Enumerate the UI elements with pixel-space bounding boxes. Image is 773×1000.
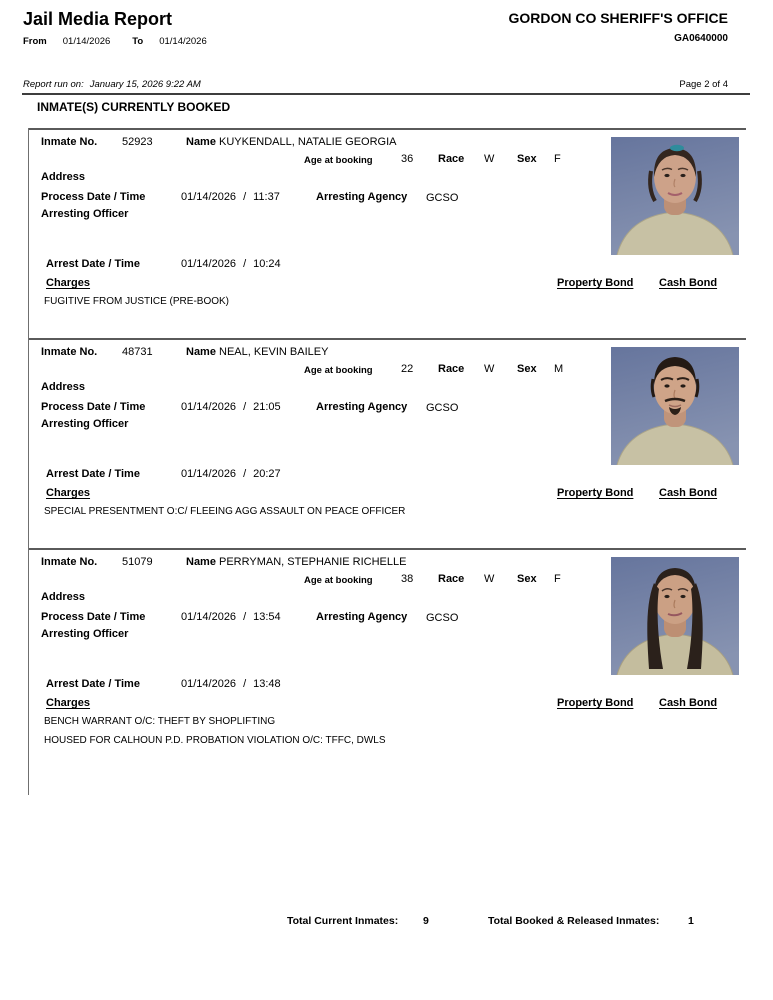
office-name: GORDON CO SHERIFF'S OFFICE [508, 10, 728, 26]
process-date-time-value: 01/14/2026 / 21:05 [181, 401, 281, 413]
run-on-label: Report run on: [23, 79, 84, 90]
inmate-no-label: Inmate No. [41, 556, 98, 568]
arresting-agency-value: GCSO [426, 192, 459, 204]
charges-header: Charges [46, 487, 91, 499]
address-label: Address [41, 171, 86, 183]
total-current-inmates-label: Total Current Inmates: [287, 915, 399, 927]
address-label: Address [41, 591, 86, 603]
arresting-agency-value: GCSO [426, 612, 459, 624]
to-date: 01/14/2026 [159, 36, 207, 47]
name-value: KUYKENDALL, NATALIE GEORGIA [219, 136, 397, 148]
date-time-separator: / [243, 611, 247, 623]
inmate-photo [611, 557, 739, 675]
date-range [23, 36, 207, 47]
arrest-date-time-label: Arrest Date / Time [46, 258, 140, 270]
date-time-separator: / [243, 258, 247, 270]
name-value: PERRYMAN, STEPHANIE RICHELLE [219, 556, 407, 568]
totals-row [0, 915, 773, 931]
cash-bond-header: Cash Bond [659, 277, 718, 289]
race-label: Race [438, 363, 465, 375]
name-value: NEAL, KEVIN BAILEY [219, 346, 329, 358]
arresting-agency-label: Arresting Agency [316, 611, 408, 623]
age-at-booking-label: Age at booking [304, 365, 373, 376]
process-date-time-label: Process Date / Time [41, 401, 146, 413]
property-bond-header: Property Bond [557, 277, 634, 289]
total-booked-released-label: Total Booked & Released Inmates: [488, 915, 660, 927]
age-at-booking-label: Age at booking [304, 155, 373, 166]
run-on-value: January 15, 2026 9:22 AM [89, 79, 201, 90]
inmate-no-value: 51079 [122, 556, 153, 568]
inmate-photo [611, 137, 739, 255]
sex-value: F [554, 153, 561, 165]
inmate-no-label: Inmate No. [41, 346, 98, 358]
sex-value: F [554, 573, 561, 585]
sex-label: Sex [517, 153, 537, 165]
inmate-record [29, 128, 746, 338]
arresting-officer-label: Arresting Officer [41, 208, 129, 220]
cash-bond-header: Cash Bond [659, 487, 718, 499]
arresting-agency-label: Arresting Agency [316, 401, 408, 413]
from-date: 01/14/2026 [62, 36, 111, 47]
office-code: GA0640000 [674, 33, 728, 44]
age-value: 36 [401, 153, 414, 165]
inmate-photo [611, 347, 739, 465]
sex-label: Sex [517, 363, 537, 375]
mugshot-photo [611, 137, 739, 255]
from-label: From [23, 36, 47, 47]
date-time-separator: / [243, 401, 247, 413]
charges-header: Charges [46, 697, 91, 709]
charge-line: BENCH WARRANT O/C: THEFT BY SHOPLIFTING [44, 716, 276, 727]
arresting-agency-label: Arresting Agency [316, 191, 408, 203]
race-value: W [484, 363, 495, 375]
name-label: Name [186, 556, 216, 568]
cash-bond-header: Cash Bond [659, 697, 718, 709]
process-date-time-value: 01/14/2026 / 13:54 [181, 611, 281, 623]
inmate-no-value: 48731 [122, 346, 153, 358]
process-date-time-label: Process Date / Time [41, 191, 146, 203]
arresting-officer-label: Arresting Officer [41, 628, 129, 640]
arrest-date-time-value: 01/14/2026 / 13:48 [181, 678, 281, 690]
total-current-inmates-value: 9 [423, 915, 429, 927]
charge-line: HOUSED FOR CALHOUN P.D. PROBATION VIOLATION O/C: TFFC, DWLS [44, 735, 386, 746]
race-label: Race [438, 573, 465, 585]
inmate-records-list [28, 128, 746, 795]
race-label: Race [438, 153, 465, 165]
property-bond-header: Property Bond [557, 487, 634, 499]
charges-header: Charges [46, 277, 91, 289]
total-booked-released-value: 1 [688, 915, 694, 927]
report-title: Jail Media Report [23, 9, 173, 29]
page-indicator: Page 2 of 4 [679, 79, 728, 90]
process-date-time-label: Process Date / Time [41, 611, 146, 623]
race-value: W [484, 573, 495, 585]
arrest-date-time-value: 01/14/2026 / 20:27 [181, 468, 281, 480]
sex-value: M [554, 363, 564, 375]
age-value: 38 [401, 573, 414, 585]
mugshot-photo [611, 347, 739, 465]
name-label: Name [186, 346, 216, 358]
inmate-record [29, 548, 746, 795]
inmate-record [29, 338, 746, 548]
process-date-time-value: 01/14/2026 / 11:37 [181, 191, 280, 203]
arresting-officer-label: Arresting Officer [41, 418, 129, 430]
address-label: Address [41, 381, 86, 393]
inmate-no-label: Inmate No. [41, 136, 98, 148]
arrest-date-time-label: Arrest Date / Time [46, 678, 140, 690]
inmate-no-value: 52923 [122, 136, 153, 148]
section-title: INMATE(S) CURRENTLY BOOKED [37, 100, 231, 114]
arrest-date-time-value: 01/14/2026 / 10:24 [181, 258, 281, 270]
arrest-date-time-label: Arrest Date / Time [46, 468, 140, 480]
name-label: Name [186, 136, 216, 148]
date-time-separator: / [243, 468, 247, 480]
report-run-on [23, 79, 201, 90]
date-time-separator: / [243, 191, 247, 203]
to-label: To [132, 36, 144, 47]
mugshot-photo [611, 557, 739, 675]
charge-line: SPECIAL PRESENTMENT O:C/ FLEEING AGG ASSAULT ON PEACE OFFICER [44, 506, 406, 517]
date-time-separator: / [243, 678, 247, 690]
sex-label: Sex [517, 573, 537, 585]
age-at-booking-label: Age at booking [304, 575, 373, 586]
arresting-agency-value: GCSO [426, 402, 459, 414]
property-bond-header: Property Bond [557, 697, 634, 709]
age-value: 22 [401, 363, 414, 375]
charge-line: FUGITIVE FROM JUSTICE (PRE-BOOK) [44, 296, 230, 307]
race-value: W [484, 153, 495, 165]
header-divider [22, 93, 750, 95]
